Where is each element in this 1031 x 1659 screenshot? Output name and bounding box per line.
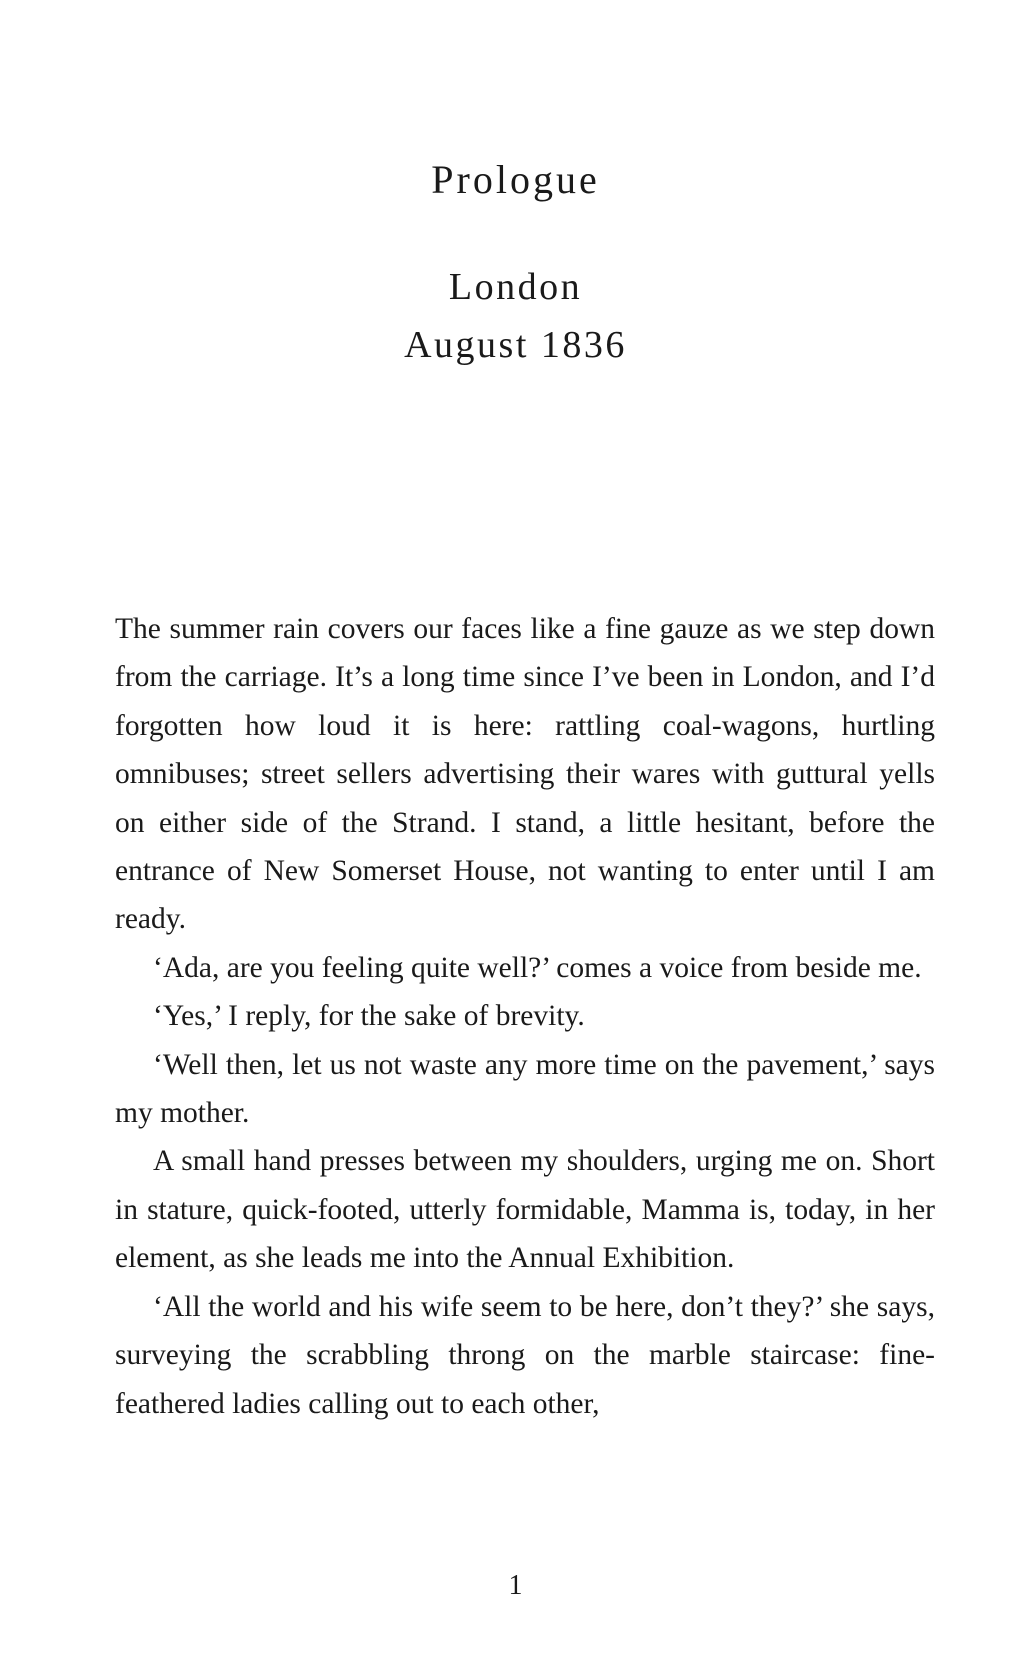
paragraph: ‘Ada, are you feeling quite well?’ comes a voice from beside me. [153,951,922,984]
chapter-date: August 1836 [404,324,627,366]
paragraph: ‘Yes,’ I reply, for the sake of brevity. [153,1000,585,1033]
page-number: 1 [508,1570,523,1601]
paragraph: ‘All the world and his wife seem to be here, don’t they?’ she says, surveying the scrabbling throng on the marble staircase: fine-feathered ladies calling out to each other, [115,1290,935,1420]
paragraph: A small hand presses between my shoulders, urging me on. Short in stature, quick-footed, utterly formidable, Mamma is, today, in her element, as she leads me into the Annual Exhibition. [115,1145,935,1275]
paragraph: ‘Well then, let us not waste any more time on the pavement,’ says my mother. [115,1048,935,1130]
chapter-place: London [448,266,583,308]
body-text [115,605,935,1428]
paragraph: The summer rain covers our faces like a fine gauze as we step down from the carriage. It’s a long time since I’ve been in London, and I’d forgotten how loud it is here: rattling coal-wagons, hurtling omnibuses; street sellers advertising their wares with guttural yells on either side of the Strand. I stand, a little hesitant, before the entrance of New Somerset House, not wanting to enter until I am ready. [115,613,935,936]
chapter-title: Prologue [431,157,600,202]
